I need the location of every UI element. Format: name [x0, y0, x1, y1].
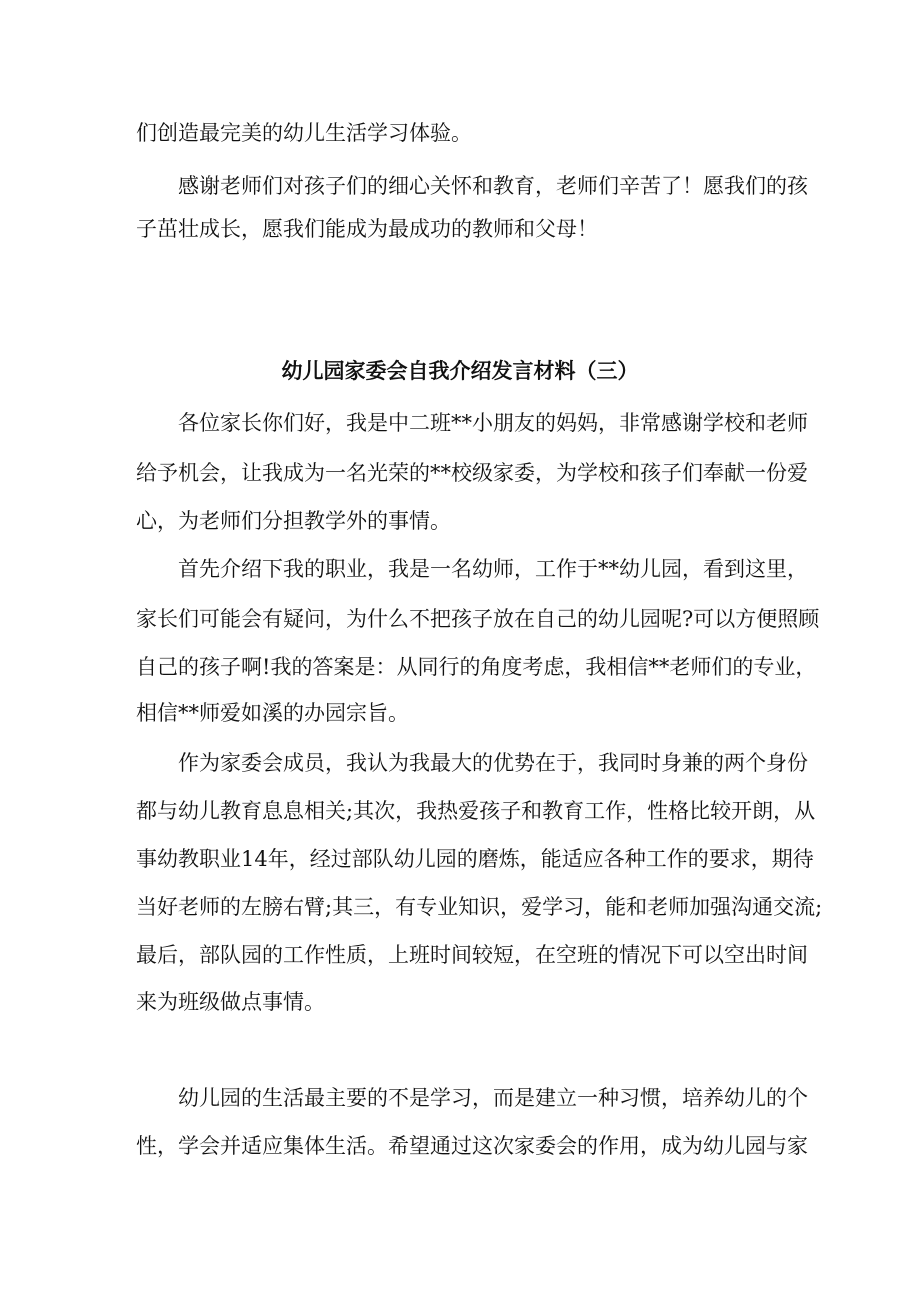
body-text-line: 来为班级做点事情。 — [136, 990, 325, 1014]
body-text-line: 当好老师的左膀右臂;其三，有专业知识，爱学习，能和老师加强沟通交流; — [136, 895, 823, 919]
body-text-line: 事幼教职业14年，经过部队幼儿园的磨炼，能适应各种工作的要求，期待 — [136, 847, 814, 871]
body-text-line: 各位家长你们好，我是中二班**小朋友的妈妈，非常感谢学校和老师 — [178, 411, 808, 435]
body-text-line: 家长们可能会有疑问，为什么不把孩子放在自己的幼儿园呢?可以方便照顾 — [136, 607, 820, 631]
body-text-line: 心，为老师们分担教学外的事情。 — [136, 509, 451, 533]
body-text-line: 性，学会并适应集体生活。希望通过这次家委会的作用，成为幼儿园与家 — [136, 1134, 808, 1158]
body-text-line: 幼儿园的生活最主要的不是学习，而是建立一种习惯，培养幼儿的个 — [178, 1086, 808, 1110]
body-text-line: 给予机会，让我成为一名光荣的**校级家委，为学校和孩子们奉献一份爱 — [136, 461, 808, 485]
body-text-line: 感谢老师们对孩子们的细心关怀和教育，老师们辛苦了！愿我们的孩 — [178, 174, 808, 198]
body-text-line: 们创造最完美的幼儿生活学习体验。 — [136, 121, 472, 145]
section-title: 幼儿园家委会自我介绍发言材料（三） — [281, 358, 639, 383]
body-text-line: 作为家委会成员，我认为我最大的优势在于，我同时身兼的两个身份 — [178, 751, 808, 775]
body-text-line: 自己的孩子啊!我的答案是：从同行的角度考虑，我相信**老师们的专业， — [136, 655, 817, 679]
body-text-line: 都与幼儿教育息息相关;其次，我热爱孩子和教育工作，性格比较开朗，从 — [136, 799, 816, 823]
body-text-line: 最后，部队园的工作性质，上班时间较短，在空班的情况下可以空出时间 — [136, 943, 808, 967]
body-text-line: 首先介绍下我的职业，我是一名幼师，工作于**幼儿园，看到这里， — [178, 557, 808, 581]
body-text-line: 相信**师爱如溪的办园宗旨。 — [136, 701, 409, 725]
body-text-line: 子茁壮成长，愿我们能成为最成功的教师和父母！ — [136, 217, 598, 241]
